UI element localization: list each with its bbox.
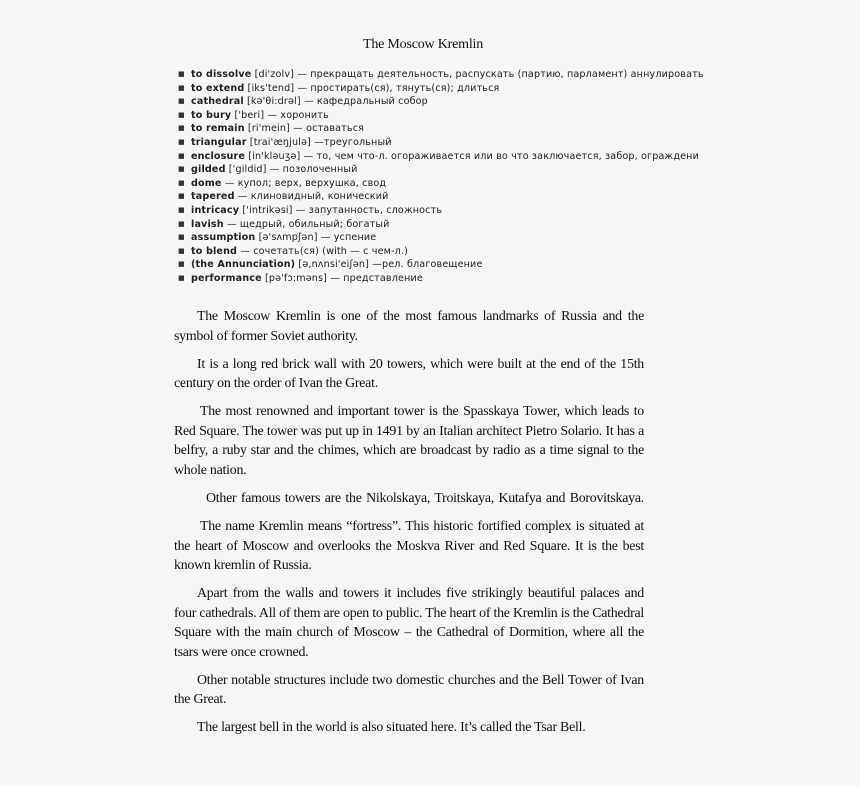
vocab-definition: [trai'æŋjulə] —треугольный <box>246 136 392 148</box>
vocab-item <box>178 190 738 204</box>
paragraph: The Moscow Kremlin is one of the most famous landmarks of Russia and the symbol of former Soviet authority. <box>174 309 644 344</box>
vocab-item <box>178 136 738 150</box>
page-title: The Moscow Kremlin <box>362 37 484 52</box>
vocab-term: to remain <box>191 123 245 135</box>
square-bullet-icon: ■ <box>178 205 185 214</box>
square-bullet-icon: ■ <box>178 83 185 92</box>
vocab-definition: [in'kləuʒə] — то, чем что-л. огораживается или во что заключается, забор, ограждени <box>245 150 699 162</box>
vocab-term: assumption <box>191 232 256 244</box>
vocabulary-list <box>178 68 738 286</box>
paragraph: It is a long red brick wall with 20 towers, which were built at the end of the 15th century on the order of Ivan the Great. <box>174 356 644 392</box>
vocab-item <box>178 231 738 245</box>
vocab-term: to bury <box>191 109 232 121</box>
vocab-item <box>178 163 738 177</box>
square-bullet-icon: ■ <box>178 110 185 119</box>
paragraph: The most renowned and important tower is the Spasskaya Tower, which leads to Red Square. The tower was put up in 1491 by an Italian architect Pietro Solario. It has a belfry, a ruby star and the chimes, which are broadcast by radio as a time signal to the whole nation. <box>174 404 644 478</box>
vocab-item <box>178 218 738 232</box>
vocab-definition: [iks'tend] — простирать(ся), тянуть(ся); длиться <box>244 82 500 94</box>
vocab-item <box>178 204 738 218</box>
vocab-item <box>178 82 738 96</box>
square-bullet-icon: ■ <box>178 165 185 174</box>
square-bullet-icon: ■ <box>178 260 185 269</box>
vocab-item <box>178 150 738 164</box>
vocab-term: (the Annunciation) <box>191 259 296 271</box>
square-bullet-icon: ■ <box>178 233 185 242</box>
vocab-definition: ['beri] — хоронить <box>231 109 329 121</box>
square-bullet-icon: ■ <box>178 124 185 133</box>
vocab-term: triangular <box>191 136 247 148</box>
vocab-term: to extend <box>191 82 245 94</box>
vocab-term: gilded <box>191 164 226 176</box>
vocab-item <box>178 258 738 272</box>
vocab-item <box>178 272 738 286</box>
vocab-definition: [ri'mein] — оставаться <box>244 123 365 135</box>
paragraph: Other notable structures include two domestic churches and the Bell Tower of Ivan the Great. <box>174 672 644 708</box>
vocab-definition: [pə'fɔ:məns] — представление <box>261 272 423 284</box>
vocab-definition: [ə,nʌnsi'eiʃən] —рел. благовещение <box>295 259 483 271</box>
vocab-item <box>178 122 738 136</box>
vocab-term: intricacy <box>191 204 240 216</box>
vocab-definition: [di'zolv] — прекращать деятельность, распускать (партию, парламент) аннулировать <box>251 69 704 80</box>
vocab-item <box>178 68 738 82</box>
body-text <box>174 307 644 746</box>
square-bullet-icon: ■ <box>178 137 185 146</box>
square-bullet-icon: ■ <box>178 246 185 255</box>
vocab-term: to dissolve <box>191 69 252 80</box>
vocab-term: performance <box>191 272 262 284</box>
vocab-definition: — сочетать(ся) (with — с чем-л.) <box>237 245 409 257</box>
vocab-item <box>178 95 738 109</box>
vocab-term: enclosure <box>191 150 246 162</box>
vocab-definition: ['gildid] — позолоченный <box>225 164 358 176</box>
vocab-term: tapered <box>191 191 235 203</box>
square-bullet-icon: ■ <box>178 178 185 187</box>
vocab-definition: — щедрый, обильный; богатый <box>223 218 390 230</box>
vocab-definition: — купол; верх, верхушка, свод <box>221 177 387 189</box>
square-bullet-icon: ■ <box>178 192 185 201</box>
vocab-definition: — клиновидный, конический <box>234 191 389 203</box>
vocab-definition: [ə'sʌmpʃən] — успение <box>255 232 377 244</box>
vocab-item <box>178 109 738 123</box>
square-bullet-icon: ■ <box>178 151 185 160</box>
paragraph: The name Kremlin means “fortress”. This historic fortified complex is situated at the heart of Moscow and overlooks the Moskva River and Red Square. It is the best known kremlin of Russia. <box>174 518 644 574</box>
square-bullet-icon: ■ <box>178 97 185 106</box>
vocab-term: dome <box>191 177 222 189</box>
vocab-term: to blend <box>191 245 238 257</box>
vocab-definition: ['intrikəsi] — запутанность, сложность <box>239 204 443 216</box>
paragraph: The largest bell in the world is also situated here. It’s called the Tsar Bell. <box>197 720 586 736</box>
paragraph: Apart from the walls and towers it includes five strikingly beautiful palaces and four cathedrals. All of them are open to public. The heart of the Kremlin is the Cathedral Square with the main church of Moscow – the Cathedral of Dormition, where all the tsars were once crowned. <box>174 586 644 660</box>
square-bullet-icon: ■ <box>178 70 185 78</box>
square-bullet-icon: ■ <box>178 219 185 228</box>
square-bullet-icon: ■ <box>178 273 185 282</box>
vocab-definition: [kə'θi:drəl] — кафедральный собор <box>243 96 428 108</box>
paragraph: Other famous towers are the Nikolskaya, Troitskaya, Kutafya and Borovitskaya. <box>206 490 644 506</box>
vocab-term: cathedral <box>191 96 244 108</box>
vocab-item <box>178 177 738 191</box>
vocab-term: lavish <box>191 218 224 230</box>
vocab-item <box>178 245 738 259</box>
